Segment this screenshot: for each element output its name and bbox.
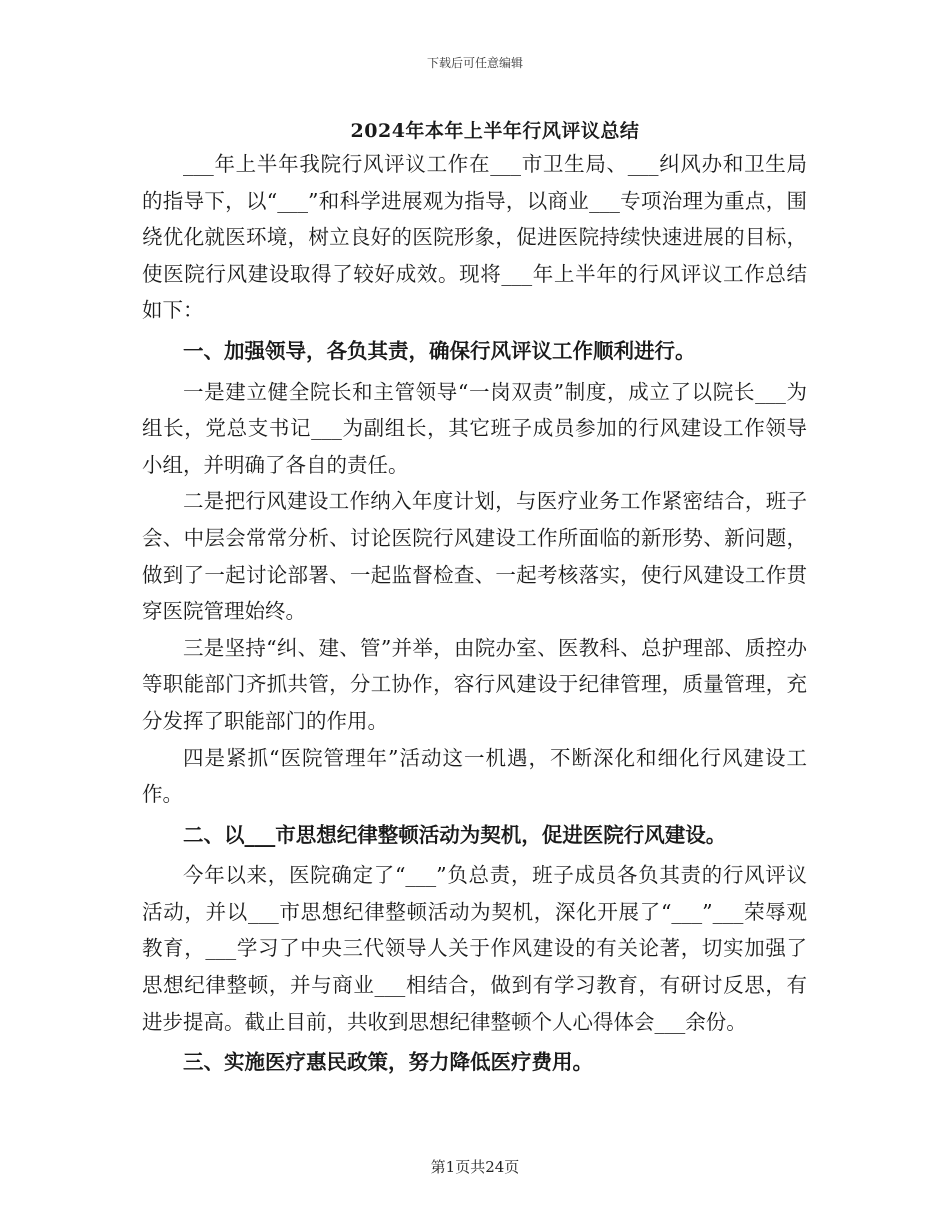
body-paragraph: 一是建立健全院长和主管领导“一岗双责”制度，成立了以院长___为组长，党总支书记___为副组长，其它班子成员参加的行风建设工作领导小组，并明确了各自的责任。: [142, 379, 807, 477]
section-heading-2: 二、以___市思想纪律整顿活动为契机，促进医院行风建设。: [183, 822, 727, 847]
section-heading-1: 一、加强领导，各负其责，确保行风评议工作顺利进行。: [183, 338, 696, 363]
page-indicator: 第1页共24页: [430, 1158, 520, 1176]
intro-paragraph: ___年上半年我院行风评议工作在___市卫生局、___纠风办和卫生局的指导下，以“___”和科学进展观为指导，以商业___专项治理为重点，围绕优化就医环境，树立良好的医院形象，促进医院持续快速进展的目标，使医院行风建设取得了较好成效。现将___年上半年的行风评议工作总结如下：: [142, 152, 807, 323]
body-paragraph: 今年以来，医院确定了“___”负总责，班子成员各负其责的行风评议活动，并以___市思想纪律整顿活动为契机，深化开展了“___”___荣辱观教育，___学习了中央三代领导人关于作风建设的有关论著，切实加强了思想纪律整顿，并与商业___相结合，做到有学习教育，有研讨反思，有进步提高。截止目前，共收到思想纪律整顿个人心得体会___余份。: [142, 863, 807, 1034]
header-note: 下载后可任意编辑: [426, 56, 523, 70]
document-title: 2024年本年上半年行风评议总结: [350, 120, 640, 142]
section-heading-3: 三、实施医疗惠民政策，努力降低医疗费用。: [183, 1050, 593, 1075]
body-paragraph: 二是把行风建设工作纳入年度计划，与医疗业务工作紧密结合，班子会、中层会常常分析、讨论医院行风建设工作所面临的新形势、新问题，做到了一起讨论部署、一起监督检查、一起考核落实，使行风建设工作贯穿医院管理始终。: [142, 489, 807, 624]
body-paragraph: 三是坚持“纠、建、管”并举，由院办室、医教科、总护理部、质控办等职能部门齐抓共管，分工协作，容行风建设于纪律管理，质量管理，充分发挥了职能部门的作用。: [142, 635, 807, 733]
body-paragraph: 四是紧抓“医院管理年”活动这一机遇，不断深化和细化行风建设工作。: [142, 745, 807, 807]
document-body: [142, 146, 807, 1085]
